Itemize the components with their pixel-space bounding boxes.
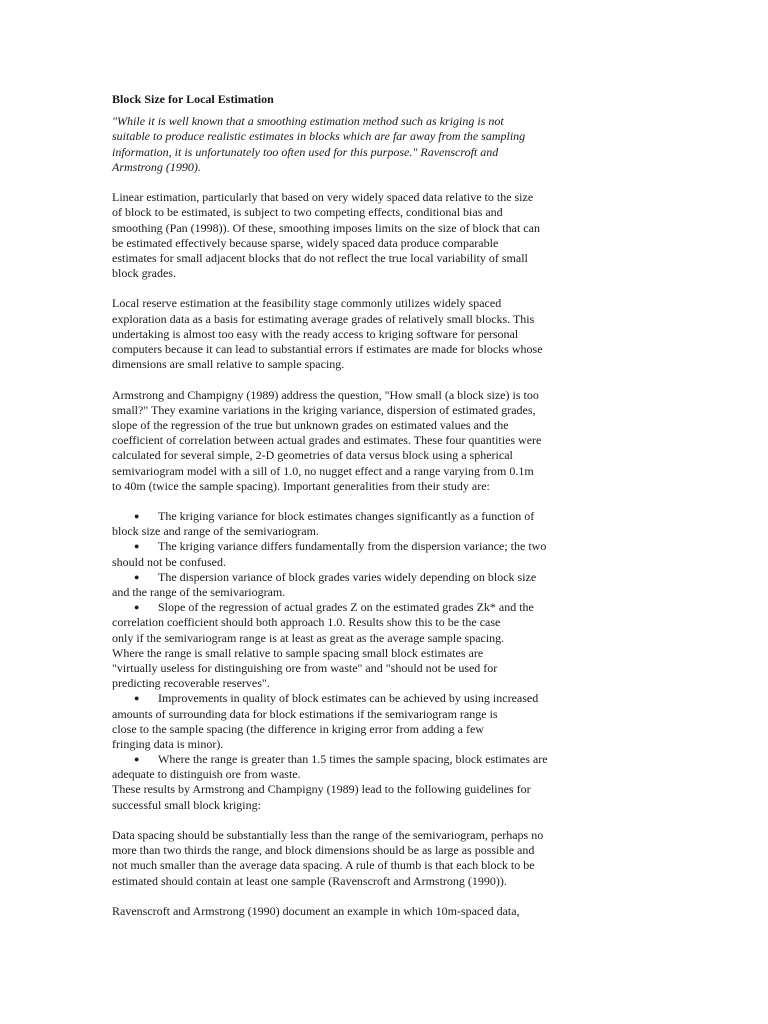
list-item-continuation: amounts of surrounding data for block estimations if the semivariogram range is [112,706,498,721]
list-item-continuation: predicting recoverable reserves". [112,676,270,691]
opening-quote [112,114,572,175]
generalities-list [112,509,572,782]
paragraph-line: computers because it can lead to substantial errors if estimates are made for blocks whose [112,342,543,356]
paragraph-line: dimensions are small relative to sample spacing. [112,357,345,372]
quote-line: suitable to produce realistic estimates in blocks which are far away from the sampling [112,129,526,144]
bullet-icon: ● [134,693,140,704]
quote-line: "While it is well known that a smoothing estimation method such as kriging is not [112,114,504,129]
paragraph-line: block grades. [112,266,176,281]
paragraph-line: estimated should contain at least one sample (Ravenscroft and Armstrong (1990)). [112,873,507,888]
paragraph-line: Armstrong and Champigny (1989) address the question, "How small (a block size) is too [112,387,539,402]
list-item-continuation: adequate to distinguish ore from waste. [112,767,301,782]
list-item [112,509,572,524]
list-item-continuation: fringing data is minor). [112,736,224,751]
paragraph-line: semivariogram model with a sill of 1.0, no nugget effect and a range varying from 0.1m [112,463,534,478]
document-page [112,92,572,919]
list-item-continuation: block size and range of the semivariogram. [112,524,319,539]
paragraph-line: coefficient of correlation between actual grades and estimates. These four quantities were [112,433,542,448]
paragraph-line: more than two thirds the range, and block dimensions should be as large as possible and [112,843,535,858]
paragraph-line: successful small block kriging: [112,797,261,812]
paragraph-line: not much smaller than the average data spacing. A rule of thumb is that each block to be [112,858,535,873]
quote-line: Armstrong (1990). [112,159,201,174]
list-item-continuation: should not be confused. [112,554,226,569]
list-item-continuation: close to the sample spacing (the difference in kriging error from adding a few [112,721,484,736]
list-item [112,539,572,554]
list-item-text: Slope of the regression of actual grades Z on the estimated grades Zk* and the [158,600,534,615]
paragraph-armstrong-champigny [112,388,572,494]
paragraph-ravenscroft-example [112,904,572,919]
paragraph-data-spacing [112,828,572,889]
list-item-continuation: Where the range is small relative to sample spacing small block estimates are [112,645,484,660]
paragraph-line: be estimated effectively because sparse, widely spaced data produce comparable [112,235,499,250]
bullet-icon: ● [134,541,140,552]
bullet-icon: ● [134,571,140,582]
paragraph-line: Local reserve estimation at the feasibility stage commonly utilizes widely spaced [112,296,502,311]
list-item-continuation: correlation coefficient should both approach 1.0. Results show this to be the case [112,615,501,630]
paragraph-line: smoothing (Pan (1998)). Of these, smoothing imposes limits on the size of block that can [112,220,540,235]
paragraph-line: estimates for small adjacent blocks that do not reflect the true local variability of small [112,250,528,265]
bullet-icon: ● [134,754,140,765]
paragraph-guidelines-intro [112,782,572,812]
paragraph-line: Linear estimation, particularly that based on very widely spaced data relative to the size [112,190,534,205]
list-item-continuation: only if the semivariogram range is at least as great as the average sample spacing. [112,630,505,645]
paragraph-line: to 40m (twice the sample spacing). Important generalities from their study are: [112,478,490,493]
paragraph-line: These results by Armstrong and Champigny (1989) lead to the following guidelines for [112,782,531,797]
list-item [112,600,572,615]
list-item-text: The kriging variance differs fundamentally from the dispersion variance; the two [158,539,547,554]
bullet-icon: ● [134,511,140,522]
list-item-text: The kriging variance for block estimates changes significantly as a function of [158,509,535,524]
quote-line: information, it is unfortunately too often used for this purpose." Ravenscroft and [112,144,499,159]
paragraph-line: undertaking is almost too easy with the ready access to kriging software for personal [112,326,519,341]
list-item [112,691,572,706]
paragraph-linear-estimation [112,190,572,281]
list-item [112,570,572,585]
paragraph-line: slope of the regression of the true but unknown grades on estimated values and the [112,417,509,432]
paragraph-line: calculated for several simple, 2-D geometries of data versus block using a spherical [112,448,513,463]
list-item [112,752,572,767]
paragraph-line: of block to be estimated, is subject to two competing effects, conditional bias and [112,205,503,220]
bullet-icon: ● [134,602,140,613]
paragraph-line: Ravenscroft and Armstrong (1990) document an example in which 10m-spaced data, [112,903,520,918]
paragraph-line: Data spacing should be substantially less than the range of the semivariogram, perhaps no [112,828,544,842]
list-item-text: Where the range is greater than 1.5 times the sample spacing, block estimates are [158,752,548,767]
paragraph-line: small?" They examine variations in the kriging variance, dispersion of estimated grades, [112,402,536,417]
list-item-continuation: "virtually useless for distinguishing ore from waste" and "should not be used for [112,660,498,675]
paragraph-line: exploration data as a basis for estimating average grades of relatively small blocks. This [112,311,535,326]
paragraph-local-reserve [112,296,572,372]
document-title: Block Size for Local Estimation [112,92,274,106]
list-item-continuation: and the range of the semivariogram. [112,585,286,599]
list-item-text: Improvements in quality of block estimates can be achieved by using increased [158,691,539,706]
list-item-text: The dispersion variance of block grades varies widely depending on block size [158,569,537,584]
